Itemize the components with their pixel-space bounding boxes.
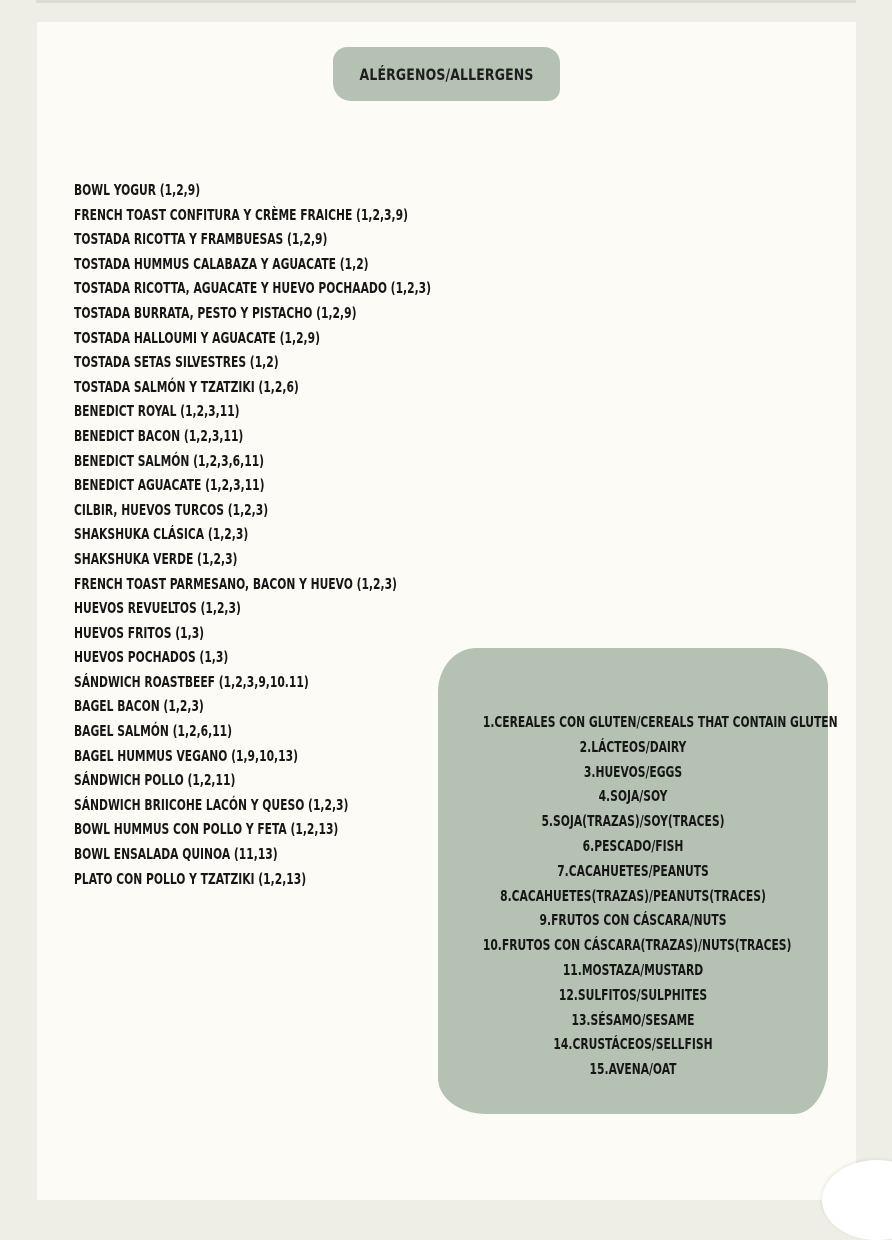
menu-item: FRENCH TOAST CONFITURA Y CRÈME FRAICHE (1,2,3,9) xyxy=(74,205,408,224)
allergen-legend-item: 3.HUEVOS/EGGS xyxy=(583,762,683,781)
menu-item: TOSTADA HUMMUS CALABAZA Y AGUACATE (1,2) xyxy=(74,254,369,273)
allergen-legend-box xyxy=(438,648,838,1114)
menu-item: TOSTADA RICOTTA, AGUACATE Y HUEVO POCHAADO (1,2,3) xyxy=(74,279,432,298)
allergen-legend-item: 4.SOJA/SOY xyxy=(598,787,668,806)
allergen-legend-item: 10.FRUTOS CON CÁSCARA(TRAZAS)/NUTS(TRACES) xyxy=(482,936,792,955)
allergen-legend-item: 15.AVENA/OAT xyxy=(589,1060,677,1079)
menu-item: HUEVOS REVUELTOS (1,2,3) xyxy=(74,599,241,618)
allergen-legend-item: 13.SÉSAMO/SESAME xyxy=(571,1010,695,1029)
menu-item: BOWL ENSALADA QUINOA (11,13) xyxy=(74,845,278,864)
allergen-legend-item: 7.CACAHUETES/PEANUTS xyxy=(557,861,709,880)
menu-item: HUEVOS POCHADOS (1,3) xyxy=(74,648,229,667)
menu-item: BAGEL BACON (1,2,3) xyxy=(74,697,204,716)
menu-item: BENEDICT BACON (1,2,3,11) xyxy=(74,426,244,445)
allergen-legend-item: 1.CEREALES CON GLUTEN/CEREALS THAT CONTAIN GLUTEN xyxy=(482,713,838,731)
menu-item: BENEDICT ROYAL (1,2,3,11) xyxy=(74,402,240,421)
menu-item: BAGEL SALMÓN (1,2,6,11) xyxy=(74,722,233,741)
menu-item: FRENCH TOAST PARMESANO, BACON Y HUEVO (1,2,3) xyxy=(74,574,397,593)
menu-item: SHAKSHUKA VERDE (1,2,3) xyxy=(74,549,238,568)
menu-item: SÁNDWICH ROASTBEEF (1,2,3,9,10.11) xyxy=(74,672,309,691)
menu-item: SHAKSHUKA CLÁSICA (1,2,3) xyxy=(74,525,249,544)
menu-item: SÁNDWICH BRIICOHE LACÓN Y QUESO (1,2,3) xyxy=(74,795,349,814)
menu-item: TOSTADA SALMÓN Y TZATZIKI (1,2,6) xyxy=(74,377,299,396)
menu-item: CILBIR, HUEVOS TURCOS (1,2,3) xyxy=(74,500,269,519)
menu-item: TOSTADA BURRATA, PESTO Y PISTACHO (1,2,9) xyxy=(74,303,357,322)
allergen-legend-item: 2.LÁCTEOS/DAIRY xyxy=(579,737,687,756)
allergen-legend-item: 12.SULFITOS/SULPHITES xyxy=(558,985,708,1004)
menu-item: HUEVOS FRITOS (1,3) xyxy=(74,623,205,642)
allergen-legend-item: 9.FRUTOS CON CÁSCARA/NUTS xyxy=(539,911,727,930)
page-title: ALÉRGENOS/ALLERGENS xyxy=(359,64,534,84)
allergen-legend-item: 8.CACAHUETES(TRAZAS)/PEANUTS(TRACES) xyxy=(500,886,766,905)
menu-item: TOSTADA RICOTTA Y FRAMBUESAS (1,2,9) xyxy=(74,230,328,249)
menu-item: BAGEL HUMMUS VEGANO (1,9,10,13) xyxy=(74,746,298,765)
menu-item: BENEDICT AGUACATE (1,2,3,11) xyxy=(74,476,265,495)
allergen-legend-list xyxy=(438,710,838,1082)
menu-item: TOSTADA HALLOUMI Y AGUACATE (1,2,9) xyxy=(74,328,321,347)
allergen-legend-item: 5.SOJA(TRAZAS)/SOY(TRACES) xyxy=(541,812,725,831)
allergen-legend-item: 11.MOSTAZA/MUSTARD xyxy=(562,960,704,979)
menu-item: BOWL HUMMUS CON POLLO Y FETA (1,2,13) xyxy=(74,820,339,839)
menu-item: TOSTADA SETAS SILVESTRES (1,2) xyxy=(74,353,279,372)
menu-item: BENEDICT SALMÓN (1,2,3,6,11) xyxy=(74,451,265,470)
menu-item: SÁNDWICH POLLO (1,2,11) xyxy=(74,771,236,790)
top-divider xyxy=(36,0,856,3)
menu-item: PLATO CON POLLO Y TZATZIKI (1,2,13) xyxy=(74,869,307,888)
title-badge xyxy=(333,47,560,101)
menu-item: BOWL YOGUR (1,2,9) xyxy=(74,181,201,199)
allergen-legend-item: 14.CRUSTÁCEOS/SELLFISH xyxy=(553,1035,713,1054)
allergen-legend-item: 6.PESCADO/FISH xyxy=(582,836,684,855)
